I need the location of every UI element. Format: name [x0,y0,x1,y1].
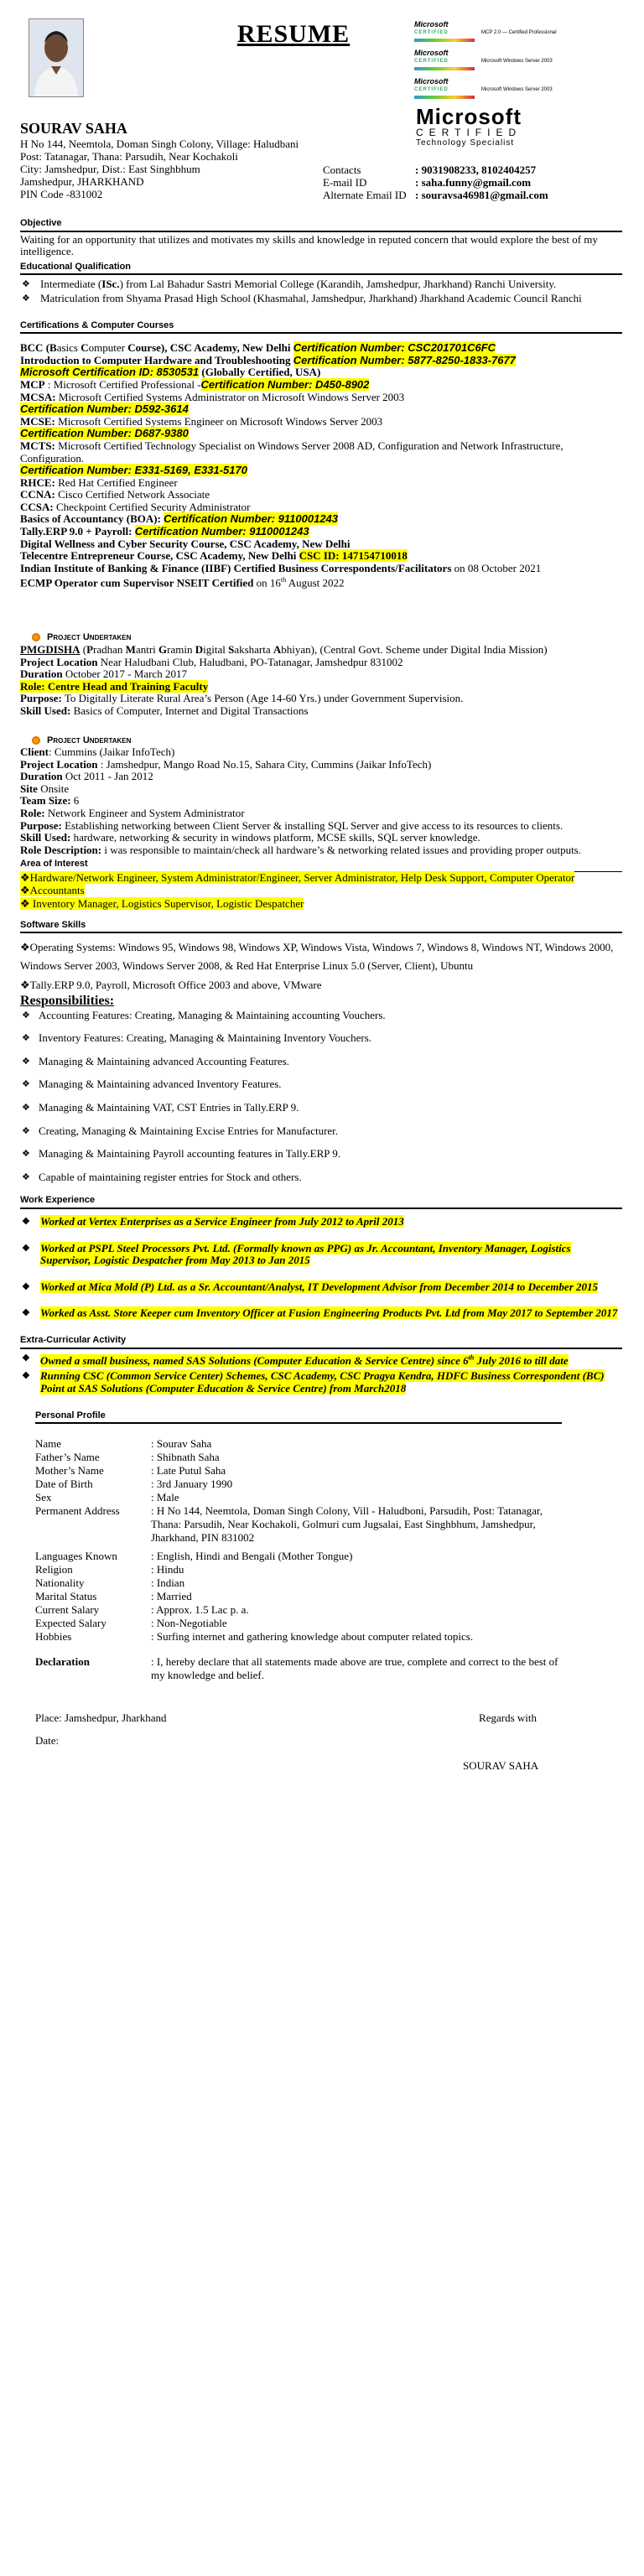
table-row: Name : Sourav Saha [35,1437,212,1451]
section-heading-objective: Objective [20,217,622,232]
address-line: City: Jamshedpur, Dist.: East Singhbhum [20,163,200,175]
project-location: Project Location Near Haludbani Club, Haludbani, PO-Tatanagar, Jamshedpur 831002 [20,655,403,668]
cert-rhce: RHCE: Red Hat Certified Engineer [20,475,178,489]
cert-ecmp: ECMP Operator cum Supervisor NSEIT Certified on 16th August 2022 [20,576,345,589]
contact-row [323,176,548,189]
project-site: Site Onsite [20,782,70,795]
project-role: Role: Network Engineer and System Administrator [20,807,245,820]
address-line: H No 144, Neemtola, Doman Singh Colony, Village: Haludbani [20,138,299,150]
section-heading-work: Work Experience [20,1194,622,1209]
cert-telecentre: Telecentre Entrepreneur Course, CSC Academy, New Delhi CSC ID: 147154710018 [20,549,408,563]
project-duration: Duration Oct 2011 - Jan 2012 [20,770,153,783]
section-heading-project-1: Project Undertaken [20,631,622,644]
cert-ccna: CCNA: Cisco Certified Network Associate [20,488,210,501]
contact-row [323,189,548,201]
candidate-name: SOURAV SAHA [20,120,127,137]
certification-list [20,342,622,589]
project-1-details [20,644,622,718]
list-item: ❖ Managing & Maintaining Payroll accounting features in Tally.ERP 9. [20,1148,622,1161]
list-item: ❖Accountants [20,883,85,896]
software-tally: ❖Tally.ERP 9.0, Payroll, Microsoft Office 2003 and above, VMware [20,979,322,992]
section-heading-education: Educational Qualification [20,261,622,276]
personal-profile [35,1410,622,1683]
signature-name: SOURAV SAHA [463,1759,539,1773]
cert-digital-wellness: Digital Wellness and Cyber Security Course, CSC Academy, New Delhi [20,537,351,550]
list-item: ❖ Creating, Managing & Maintaining Excise Entries for Manufacturer. [20,1125,622,1138]
software-os: ❖Operating Systems: Windows 95, Windows 98, Windows XP, Windows Vista, Windows 7, Windows 8, Windows NT, Windows 2000, Windows Server 2003, Windows Server 2008, & Red Hat Enterprise Linux 5.0 (Server, Client), Ubuntu [20,941,614,973]
cert-bcc: BCC (Basics Computer Course), CSC Academy, New Delhi Certification Number: CSC201701C6FC [20,341,496,355]
microsoft-certified-logo: Microsoft CERTIFIED [414,77,475,102]
interest-list [20,872,622,911]
list-item: ❖ Inventory Manager, Logistics Supervisor, Logistic Despatcher [20,897,304,911]
table-row: Mother’s Name : Late Putul Saha [35,1464,226,1478]
table-row: Date of Birth : 3rd January 1990 [35,1478,233,1491]
contact-email[interactable]: : saha.funny@gmail.com [415,176,532,189]
project-team: Team Size: 6 [20,794,80,808]
microsoft-certified-logo: Microsoft CERTIFIED [414,49,475,74]
list-item: ❖ Managing & Maintaining advanced Accounting Features. [20,1056,622,1068]
contact-table [323,164,548,201]
project-skill: Skill Used: hardware, networking & security in windows platform, MCSE skills, SQL server knowledge. [20,831,480,844]
project-purpose: Purpose: Establishing networking between Client Server & installing SQL Server and give access to its resources to clients. [20,818,564,832]
cert-badge [414,47,599,75]
contact-phone: : 9031908233, 8102404257 [415,164,537,176]
microsoft-technology-specialist-logo: Microsoft CERTIFIED Technology Specialist [416,104,522,148]
cert-tally: Tally.ERP 9.0 + Payroll: Certification Number: 9110001243 [20,525,309,538]
section-heading-extra: Extra-Curricular Activity [20,1334,622,1349]
cert-hardware: Introduction to Computer Hardware and Troubleshooting Certification Number: 5877-8250-1833-7677 [20,353,516,366]
signature-row [35,1712,562,1725]
cert-mcsa-number: Certification Number: D592-3614 [20,402,189,416]
project-duration: Duration October 2017 - March 2017 [20,667,187,681]
place: Place: Jamshedpur, Jharkhand [35,1711,167,1725]
table-row: Current Salary : Approx. 1.5 Lac p. a. [35,1603,249,1617]
cert-mcts: MCTS: Microsoft Certified Technology Specialist on Windows Server 2008 AD, Configuration and Network Infrastructure, Configuration. [20,439,564,465]
date: Date: [35,1733,60,1747]
declaration-row: Declaration : I, hereby declare that all statements made above are true, complete and correct to the best of my knowledge and belief. [35,1655,558,1682]
section-heading-responsibilities: Responsibilities: [20,994,115,1009]
contact-row [323,164,548,176]
cert-mcse-number: Certification Number: D687-9380 [20,427,189,440]
list-item: ❖ Inventory Features: Creating, Managing & Maintaining Inventory Vouchers. [20,1032,622,1045]
microsoft-certified-logo: Microsoft CERTIFIED [414,20,475,45]
list-item: ❖ Intermediate (ISc.) from Lal Bahadur Sastri Memorial College (Karandih, Jamshedpur, Jharkhand) Ranchi University. [20,278,622,291]
table-row: Religion : Hindu [35,1563,184,1576]
table-row: Nationality : Indian [35,1576,185,1590]
table-row: Hobbies : Surfing internet and gathering knowledge about computer related topics. [35,1630,474,1644]
contact-label: E-mail ID [323,176,367,189]
list-item: ❖Hardware/Network Engineer, System Administrator/Engineer, Server Administrator, Help Desk Support, Computer Operator [20,871,575,885]
project-purpose: Purpose: To Digitally Literate Rural Area’s Person (Age 14-60 Yrs.) under Government Supervision. [20,692,464,705]
flame-icon [32,633,40,641]
section-heading-software: Software Skills [20,919,622,934]
list-item: ❖ Managing & Maintaining advanced Inventory Features. [20,1078,622,1091]
list-item: ❖ Owned a small business, named SAS Solutions (Computer Education & Service Centre) since 6th July 2016 to till date [20,1353,622,1368]
project-skill: Skill Used: Basics of Computer, Internet and Digital Transactions [20,704,309,717]
cert-mcts-number: Certification Number: E331-5169, E331-5170 [20,464,247,477]
profile-table [35,1437,562,1682]
project-client: Client: Cummins (Jaikar InfoTech) [20,745,175,759]
cert-mcsa: MCSA: Microsoft Certified Systems Administrator on Microsoft Windows Server 2003 [20,390,405,403]
cert-boa: Basics of Accountancy (BOA): Certification Number: 9110001243 [20,512,339,526]
address-block [20,138,299,200]
resume-body [20,216,622,1773]
section-heading-project-2: Project Undertaken [20,735,622,747]
flame-icon [32,736,40,745]
objective-text: Waiting for an opportunity that utilizes and motivates my skills and knowledge in reputed concern that would explore the best of my intelligence. [20,232,598,258]
list-item: ❖ Matriculation from Shyama Prasad High School (Khasmahal, Jamshedpur, Jharkhand) Jharkhand Academic Council Ranchi [20,293,622,305]
list-item: ❖ Running CSC (Common Service Center) Schemes, CSC Academy, CSC Pragya Kendra, HDFC Business Correspondent (BC) Point at SAS Solutions (Computer Education & Service Centre) from March2018 [20,1370,622,1394]
table-row: Permanent Address : H No 144, Neemtola, Doman Singh Colony, Vill - Haludboni, Parsudih, Post: Tatanagar, Thana: Parsudih, Near Kochakoli, Golmuri cum Jugsalai, East Singhbhum, Jamshedpur, Jharkhand, PIN 831002 [35,1504,543,1545]
section-heading-certifications: Certifications & Computer Courses [20,319,622,335]
cert-badge [414,18,599,47]
cert-badge [414,75,599,104]
table-row: Father’s Name : Shibnath Saha [35,1451,220,1464]
resume-title: RESUME [236,20,351,48]
list-item: ❖ Worked at Vertex Enterprises as a Service Engineer from July 2012 to April 2013 [20,1216,622,1228]
address-line: Jamshedpur, JHARKHAND [20,175,144,188]
section-heading-interest: Area of Interest [20,858,622,872]
regards: Regards with [479,1711,537,1725]
contact-alt-email[interactable]: : souravsa46981@gmail.com [415,189,548,201]
contact-label: Alternate Email ID [323,189,407,201]
address-line: PIN Code -831002 [20,188,103,200]
project-role-description: Role Description: i was responsible to maintain/check all hardware’s & networking related issues and providing proper outputs. [20,843,581,856]
section-heading-profile: Personal Profile [35,1410,562,1425]
certification-badges [414,18,599,104]
cert-badge-name: Microsoft Windows Server 2003 [481,87,553,92]
list-item: ❖ Worked at PSPL Steel Processors Pvt. Ltd. (Formally known as PPG) as Jr. Accountant, Inventory Manager, Logistics Supervisor, Logistic Despatcher from May 2013 to Jan 2015 [20,1243,622,1267]
cert-iibf: Indian Institute of Banking & Finance (IIBF) Certified Business Correspondents/Facilitators on 08 October 2021 [20,561,542,574]
project-2-details [20,746,622,856]
profile-photo [29,18,84,97]
cert-badge-name: MCP 2.0 — Certified Professional [481,30,557,35]
contact-label: Contacts [323,164,361,176]
list-item: ❖ Managing & Maintaining VAT, CST Entries in Tally.ERP 9. [20,1102,622,1114]
table-row: Languages Known : English, Hindi and Bengali (Mother Tongue) [35,1550,353,1563]
address-line: Post: Tatanagar, Thana: Parsudih, Near Kochakoli [20,150,238,163]
project-scheme: PMGDISHA (Pradhan Mantri Gramin Digital Saksharta Abhiyan), (Central Govt. Scheme under Digital India Mission) [20,642,548,656]
list-item: ❖ Worked at Mica Mold (P) Ltd. as a Sr. Accountant/Analyst, IT Development Advisor from December 2014 to December 2015 [20,1281,622,1294]
list-item: ❖ Worked as Asst. Store Keeper cum Inventory Officer at Fusion Engineering Products Pvt. Ltd from May 2017 to September 2017 [20,1307,622,1320]
cert-mcp: MCP : Microsoft Certified Professional -Certification Number: D450-8902 [20,377,370,391]
cert-badge-name: Microsoft Windows Server 2003 [481,59,553,64]
project-role: Role: Centre Head and Training Faculty [20,679,209,693]
responsibilities-list [20,1010,622,1184]
project-location: Project Location : Jamshedpur, Mango Road No.15, Sahara City, Cummins (Jaikar InfoTech) [20,757,432,771]
table-row: Expected Salary : Non-Negotiable [35,1617,227,1630]
list-item: ❖ Capable of maintaining register entries for Stock and others. [20,1171,622,1184]
education-list [20,278,622,304]
table-row: Sex : Male [35,1491,179,1504]
table-row: Marital Status : Married [35,1590,192,1603]
cert-microsoft-id: Microsoft Certification ID: 8530531 (Globally Certified, USA) [20,366,321,379]
work-list [20,1216,622,1320]
list-item: ❖ Accounting Features: Creating, Managing & Maintaining accounting Vouchers. [20,1010,622,1022]
extra-list [20,1353,622,1395]
cert-mcse: MCSE: Microsoft Certified Systems Engineer on Microsoft Windows Server 2003 [20,414,383,428]
cert-ccsa: CCSA: Checkpoint Certified Security Administrator [20,500,251,513]
